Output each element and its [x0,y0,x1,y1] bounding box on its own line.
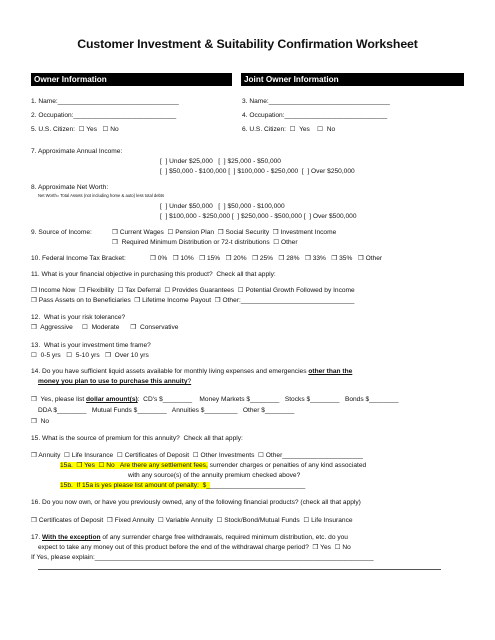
q17-emphasis: With the exception [42,534,101,541]
q13-options[interactable]: ☐ 0-5 yrs ☐ 5-10 yrs ❒ Over 10 yrs [31,352,149,359]
joint-owner-info-header: Joint Owner Information [241,73,464,86]
q14-yes-line[interactable] [31,395,398,404]
q12-label: 12. What is your risk tolerance? [31,314,126,321]
q17-text: of any surrender charge free withdrawals, required minimum distribution, etc. do you [100,534,348,541]
q11-label: 11. What is your financial objective in purchasing this product? Check all that apply: [31,271,276,278]
q7-options-line1[interactable]: [ ] Under $25,000 [ ] $25,000 - $50,000 [160,158,281,165]
owner-occupation-field[interactable]: 2. Occupation:____________________________ [31,112,177,119]
q14-label-emphasis: other than the [308,368,353,375]
q15b-rest[interactable]: __________________________ [209,482,306,489]
q16-label: 16. Do you now own, or have you previously owned, any of the following financial products? (check all that apply) [31,499,361,506]
q14-amount-fields[interactable]: : CD's $________ Money Markets $________ Stocks $________ Bonds $________ [137,396,399,403]
q15a-line[interactable] [60,461,366,470]
owner-info-header: Owner Information [31,73,232,86]
q7-label: 7. Approximate Annual Income: [31,148,123,155]
q16-options[interactable]: ❒ Certificates of Deposit ❒ Fixed Annuity ☐ Variable Annuity ☐ Stock/Bond/Mutual Funds ☐ Life Insurance [31,517,353,524]
q17-explain-line-2[interactable] [38,569,441,570]
q13-label: 13. What is your investment time frame? [31,342,151,349]
q17-explain-field[interactable]: If Yes, please explain:____________________________________________________________________________ [31,554,374,561]
q15a-line2: with any source(s) of the annuity premium checked above? [128,472,301,479]
q10-label: 10. Federal Income Tax Bracket: [31,255,126,262]
q17-line2[interactable]: expect to take any money out of this product before the end of the withdrawal charge period? ❒ Yes ☐ No [38,544,351,551]
q11-options-line1[interactable]: ❒ Income Now ❒ Flexibility ☐ Tax Deferral ☐ Provides Guarantees ☐ Potential Growth Followed by Income [31,287,355,294]
q15-label: 15. What is the source of premium for this annuity? Check all that apply: [31,435,243,442]
q12-options[interactable]: ❒ Aggressive ☐ Moderate ❒ Conservative [31,324,179,331]
q17-line1 [31,533,348,542]
q9-options-line1[interactable]: ❒ Current Wages ☐ Pension Plan ❒ Social Security ❒ Investment Income [112,229,337,236]
q15b-highlight[interactable]: 15b. If 15a is yes please list amount of penalty: $_ [60,482,210,489]
joint-occupation-field[interactable]: 4. Occupation:____________________________ [242,112,388,119]
q9-options-line2[interactable]: ❒ Required Minimum Distribution or 72-t distributions ☐ Other [112,239,298,246]
q7-options-line2[interactable]: [ ] $50,000 - $100,000 [ ] $100,000 - $250,000 [ ] Over $250,000 [160,168,355,175]
q14-label-end: ? [187,378,192,385]
q10-options[interactable]: ❒ 0% ❒ 10% ❒ 15% ❒ 20% ❒ 25% ❒ 28% ❒ 33% ❒ 35% ❒ Other [150,255,383,262]
q14-no-option[interactable]: ❒ No [31,418,50,425]
q14-label-text: 14. Do you have sufficient liquid assets available for monthly living expenses and emergencies [31,368,309,375]
q15b-line[interactable] [60,481,305,490]
joint-name-field[interactable]: 3. Name:_________________________________ [242,98,390,105]
q17-number: 17. [31,534,42,541]
owner-citizen-field[interactable]: 5. U.S. Citizen: ☐ Yes ☐ No [31,126,119,133]
q8-note: Net Worth= Total Assets (not including home & auto) less total debts [38,193,165,198]
q9-label: 9. Source of Income: [31,229,92,236]
owner-name-field[interactable]: 1. Name:_________________________________ [31,98,179,105]
q14-label [31,367,352,376]
q14-yes-text: ❒ Yes, please list [31,396,87,403]
q11-options-line2[interactable]: ❒ Pass Assets on to Beneficiaries ❒ Lifetime Income Payout ❒ Other:_______________________________ [31,297,355,304]
q8-options-line1[interactable]: [ ] Under $50,000 [ ] $50,000 - $100,000 [160,203,285,210]
q14-amount-fields-line2[interactable]: DDA $________ Mutual Funds $________ Annuities $_________ Other $________ [38,407,295,414]
joint-citizen-field[interactable]: 6. U.S. Citizen: ☐ Yes ☐ No [242,126,336,133]
q15-options[interactable]: ❒ Annuity ☐ Life Insurance ☐ Certificates of Deposit ☐ Other Investments ☐ Other______________________ [31,452,363,459]
page-title: Customer Investment & Suitability Confirmation Worksheet [77,37,418,51]
q15a-rest: surrender charges or penalties of any kind associated [207,462,367,469]
q8-options-line2[interactable]: [ ] $100,000 - $250,000 [ ] $250,000 - $500,000 [ ] Over $500,000 [160,213,357,220]
q8-label: 8. Approximate Net Worth: [31,184,109,191]
q14-label-line2 [38,377,191,386]
q15a-highlight[interactable]: 15a. ❒ Yes ☐ No Are there any settlement fees, [60,462,208,469]
q14-dollar-amounts: dollar amount(s) [86,396,138,403]
q14-label-emphasis-2: money you plan to use to purchase this annuity [38,378,188,385]
